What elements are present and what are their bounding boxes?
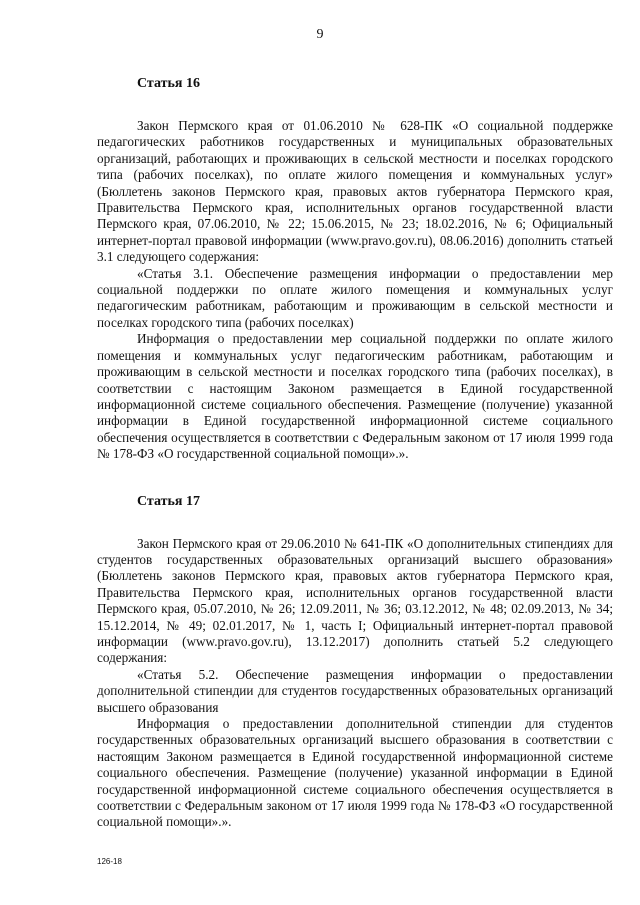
page-number: 9 [316, 27, 324, 42]
article-heading: Статья 17 [137, 493, 200, 509]
article-paragraph: Закон Пермского края от 01.06.2010 № 628-ПК «О социальной поддержке педагогических работников государственных и муниципальных образовательных организаций, работающих и проживающих в сельской местности и поселках городского типа (рабочих поселках), по оплате жилого помещения и коммунальных услуг» (Бюллетень законов Пермского края, правовых актов губернатора Пермского края, Правительства Пермского края, исполнительных органов государственной власти Пермского края, 07.06.2010, № 22; 15.06.2015, № 23; 18.02.2016, № 6; Официальный интернет-портал правовой информации (www.pravo.gov.ru), 08.06.2016) дополнить статьей 3.1 следующего содержания: [97, 118, 613, 265]
article-heading: Статья 16 [137, 76, 200, 91]
document-body [97, 76, 613, 831]
article-paragraph: Информация о предоставлении мер социальной поддержки по оплате жилого помещения и коммунальных услуг педагогическим работникам, работающим и проживающим в сельской местности и поселках городского типа (рабочих поселках), в соответствии с настоящим Законом размещается в Единой государственной информационной системе социального обеспечения. Размещение (получение) указанной информации в Единой государственной информационной системе социального обеспечения осуществляется в соответствии с Федеральным законом от 17 июля 1999 года № 178-ФЗ «О государственной социальной помощи».». [97, 331, 613, 462]
article-16 [97, 76, 613, 463]
article-paragraph: «Статья 3.1. Обеспечение размещения информации о предоставлении мер социальной поддержки по оплате жилого помещения и коммунальных услуг педагогическим работникам, работающим и проживающим в сельской местности и поселках городского типа (рабочих поселках) [97, 265, 613, 330]
article-paragraph: Закон Пермского края от 29.06.2010 № 641-ПК «О дополнительных стипендиях для студентов государственных образовательных организаций высшего образования» (Бюллетень законов Пермского края, правовых актов губернатора Пермского края, Правительства Пермского края, исполнительных органов государственной власти Пермского края, 05.07.2010, № 26; 12.09.2011, № 36; 03.12.2012, № 48; 02.09.2013, № 34; 15.12.2014, № 49; 02.01.2017, № 1, часть I; Официальный интернет-портал правовой информации (www.pravo.gov.ru), 13.12.2017) дополнить статьей 5.2 следующего содержания: [97, 535, 613, 666]
article-paragraph: «Статья 5.2. Обеспечение размещения информации о предоставлении дополнительной стипендии для студентов государственных образовательных организаций высшего образования [97, 666, 613, 715]
article-paragraph: Информация о предоставлении дополнительной стипендии для студентов государственных образовательных организаций высшего образования в соответствии с настоящим Законом размещается в Единой государственной информационной системе социального обеспечения. Размещение (получение) указанной информации в Единой государственной информационной системе социального обеспечения осуществляется в соответствии с Федеральным законом от 17 июля 1999 года № 178-ФЗ «О государственной социальной помощи».». [97, 716, 613, 830]
article-17 [97, 494, 613, 831]
document-code: 126-18 [97, 857, 122, 866]
